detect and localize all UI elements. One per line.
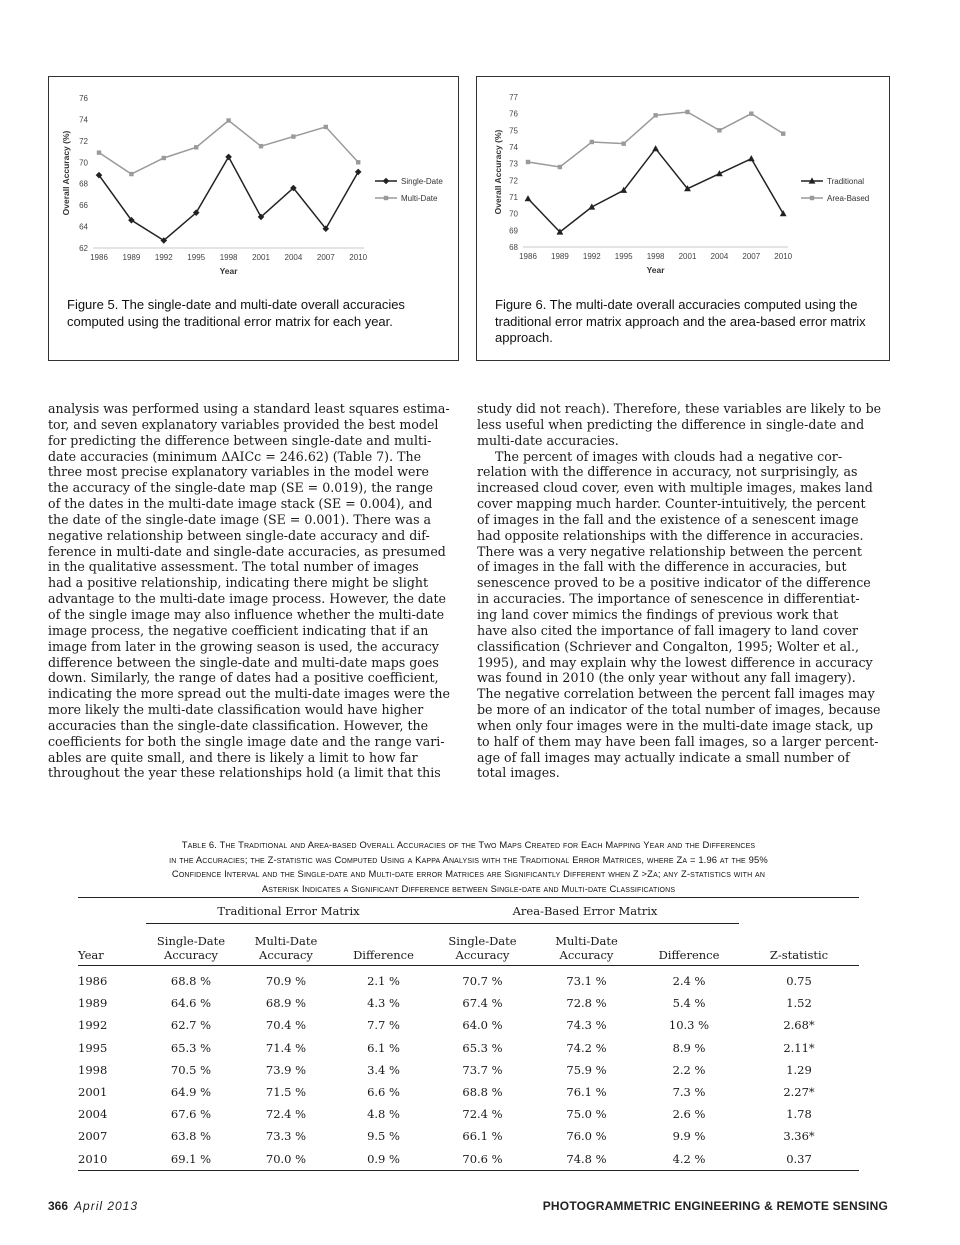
y-tick-label: 68: [509, 243, 518, 252]
body-line: The negative correlation between the percent fall images may: [477, 686, 875, 702]
x-tick-label: 2001: [678, 252, 697, 261]
table-cell: 70.4 %: [265, 1018, 307, 1033]
y-tick-label: 76: [509, 109, 518, 119]
body-line: three most precise explanatory variables in the model were: [48, 464, 429, 480]
body-line: age of fall images may actually indicate a small number of: [477, 749, 850, 765]
col-header-area-multi: [534, 924, 639, 966]
y-tick-label: 64: [79, 222, 88, 232]
body-line: The percent of images with clouds had a negative cor-: [495, 448, 843, 464]
table-cell: 8.9 %: [672, 1040, 706, 1055]
legend-label: Traditional: [827, 177, 865, 186]
data-point: [355, 169, 362, 176]
table-cell: 2.68*: [783, 1018, 815, 1033]
body-line: to half of them may have been fall images, so a larger percent-: [477, 733, 879, 749]
table-cell: 63.8 %: [170, 1129, 212, 1144]
table-cell: 64.6 %: [170, 996, 212, 1011]
table-cell: 70.9 %: [265, 974, 307, 989]
header-line: Single-Date: [448, 934, 517, 948]
y-tick-label: 77: [509, 93, 518, 102]
table-cell: 4.3 %: [367, 996, 400, 1011]
body-line: negative relationship between single-date accuracy and dif-: [48, 527, 430, 543]
table-cell: 2.6 %: [672, 1107, 706, 1122]
x-tick-label: 1998: [646, 252, 665, 261]
header-line: Accuracy: [559, 948, 614, 962]
y-tick-label: 68: [79, 179, 88, 189]
body-line: when only four images were in the multi-date image stack, up: [477, 717, 874, 733]
table-cell: 65.3 %: [170, 1040, 212, 1055]
body-line: more likely the multi-date classification would have higher: [48, 702, 424, 718]
legend-label: Single-Date: [401, 177, 443, 186]
table-cell: 1989: [78, 996, 108, 1011]
table-row: [78, 1059, 859, 1081]
table-cell: 70.0 %: [265, 1151, 307, 1166]
body-line: the accuracy of the single-date map (SE = 0.019), the range: [48, 480, 433, 496]
data-point: [810, 196, 814, 200]
y-axis-title: Overall Accuracy (%): [493, 129, 503, 215]
body-line: for predicting the difference between single-date and multi-: [48, 432, 432, 448]
table-cell: 68.8 %: [462, 1085, 503, 1100]
table-body: [78, 966, 859, 1171]
figure-6-chart: [477, 77, 889, 292]
col-header-trad-diff: Difference: [353, 948, 414, 962]
table-cell: 70.7 %: [462, 974, 503, 989]
header-line: Multi-Date: [555, 934, 618, 948]
data-point: [162, 156, 166, 160]
table-cell: 74.8 %: [566, 1151, 607, 1166]
table-cell: 2001: [78, 1085, 108, 1100]
table-cell: 62.7 %: [170, 1018, 212, 1033]
table-cell: 76.1 %: [566, 1085, 607, 1100]
body-line: had a positive relationship, indicating there might be slight: [48, 575, 429, 591]
data-point: [384, 196, 388, 200]
page-footer-left: [48, 1199, 138, 1213]
table-row: [78, 1014, 859, 1036]
body-line: of the dates in the multi-date image stack (SE = 0.004), and: [48, 496, 433, 512]
table-cell: 68.8 %: [170, 974, 212, 989]
table-cell: 2.2 %: [672, 1062, 706, 1077]
table-cell: 7.3 %: [672, 1085, 706, 1100]
body-line: down. Similarly, the range of dates had a positive coefficient,: [48, 670, 439, 686]
table-cell: 74.2 %: [566, 1040, 607, 1055]
series-line: [528, 112, 783, 167]
table-cell: 5.4 %: [672, 996, 706, 1011]
body-paragraph: [48, 401, 456, 781]
body-paragraph: [477, 449, 888, 782]
table-caption-line: Table 6. The Traditional and Area-based Overall Accuracies of the Two Maps Created for Each Mapping Year and the Differences: [181, 839, 756, 850]
legend-label: Area-Based: [827, 194, 870, 203]
table-row: [78, 966, 859, 993]
data-point: [129, 172, 133, 176]
body-line: study did not reach). Therefore, these variables are likely to be: [477, 401, 882, 416]
table-cell: 68.9 %: [265, 996, 307, 1011]
body-line: ing land cover mimics the findings of previous work that: [477, 606, 839, 622]
table-cell: 3.36*: [783, 1129, 815, 1144]
table-cell: 1998: [78, 1062, 108, 1077]
body-line: multi-date accuracies.: [477, 432, 619, 448]
x-tick-label: 1992: [154, 253, 173, 262]
data-point: [291, 134, 295, 138]
table-row: [78, 1125, 859, 1147]
table-cell: 64.0 %: [462, 1018, 503, 1033]
header-line: Accuracy: [259, 948, 313, 962]
table-6-caption: [78, 838, 859, 896]
table-cell: 69.1 %: [170, 1151, 212, 1166]
body-line: ference in multi-date and single-date accuracies, as presumed: [48, 543, 446, 559]
table-cell: 6.6 %: [367, 1085, 400, 1100]
table-cell: 66.1 %: [462, 1129, 503, 1144]
table-cell: 9.5 %: [367, 1129, 400, 1144]
body-line: in accuracies. The importance of senescence in differentiat-: [477, 591, 860, 607]
body-line: have also cited the importance of fall imagery to land cover: [477, 622, 859, 638]
col-header-trad-multi: [236, 924, 336, 966]
data-point: [622, 141, 626, 145]
table-row: [78, 1037, 859, 1059]
x-axis-title: Year: [646, 265, 665, 275]
table-cell: 70.6 %: [462, 1151, 503, 1166]
table-caption-line: Asterisk Indicates a Significant Difference between Single-date and Multi-date Classifications: [261, 882, 676, 894]
x-tick-label: 1995: [187, 253, 206, 262]
y-tick-label: 73: [509, 159, 518, 169]
x-tick-label: 1992: [582, 252, 601, 261]
data-point: [526, 160, 530, 164]
group-header-area-based: Area-Based Error Matrix: [431, 898, 739, 924]
y-tick-label: 62: [79, 244, 88, 253]
table-cell: 2007: [78, 1129, 108, 1144]
body-column-right: [477, 401, 888, 781]
data-point: [383, 178, 390, 185]
x-tick-label: 1998: [219, 253, 238, 262]
table-cell: 0.75: [786, 974, 812, 989]
page-number: 366: [48, 1199, 69, 1213]
body-line: increased cloud cover, even with multiple images, makes land: [477, 480, 873, 496]
data-point: [685, 110, 689, 114]
data-point: [748, 155, 755, 161]
table-row: [78, 1103, 859, 1125]
data-point: [558, 165, 562, 169]
table-cell: 2.27*: [783, 1085, 815, 1100]
body-line: accuracies than the single-date classification. However, the: [48, 717, 429, 733]
table-cell: 71.5 %: [265, 1085, 307, 1100]
body-line: difference between the single-date and multi-date maps goes: [48, 654, 439, 670]
body-line: cover mapping much harder. Counter-intuitively, the percent: [477, 496, 866, 512]
table-cell: 9.9 %: [672, 1129, 706, 1144]
body-line: senescence proved to be a positive indicator of the difference: [477, 575, 871, 591]
table-cell: 72.8 %: [566, 996, 607, 1011]
x-tick-label: 2004: [284, 253, 303, 262]
body-line: had opposite relationships with the difference in accuracies.: [477, 527, 864, 543]
body-line: of the single image may also influence whether the multi-date: [48, 606, 445, 622]
header-line: Accuracy: [455, 948, 510, 962]
body-line: of images in the fall with the difference in accuracies, but: [477, 559, 847, 575]
issue-date: April 2013: [74, 1199, 139, 1213]
table-row: [78, 1081, 859, 1103]
x-tick-label: 1986: [519, 252, 537, 261]
series-line: [99, 121, 358, 175]
y-axis-title: Overall Accuracy (%): [61, 130, 71, 216]
table-cell: 1992: [78, 1018, 108, 1033]
table-cell: 4.2 %: [672, 1151, 706, 1166]
col-header-area-single: [431, 924, 534, 966]
body-line: 1995), and may explain why the lowest difference in accuracy: [477, 654, 873, 670]
table-cell: 2.11*: [783, 1040, 815, 1055]
y-tick-label: 70: [79, 158, 88, 168]
body-line: indicating the more spread out the multi-date images were the: [48, 686, 450, 702]
table-cell: 72.4 %: [265, 1107, 307, 1122]
table-cell: 67.4 %: [462, 996, 503, 1011]
table-6: [78, 897, 859, 1171]
x-tick-label: 1989: [122, 253, 141, 262]
body-line: image from later in the growing season is used, the accuracy: [48, 638, 439, 654]
table-caption-line: in the Accuracies; the Z-statistic was Computed Using a Kappa Analysis with the Traditional Error Matrices, where Zα = 1.96 at the 95%: [169, 853, 768, 865]
table-cell: 73.3 %: [265, 1129, 307, 1144]
body-line: classification (Schriever and Congalton, 1995; Wolter et al.,: [477, 638, 860, 654]
y-tick-label: 74: [509, 143, 518, 152]
body-line: relation with the difference in accuracy, not surprisingly, as: [477, 464, 858, 480]
table-cell: 10.3 %: [668, 1018, 710, 1033]
body-paragraph: [477, 401, 888, 449]
header-line: Multi-Date: [254, 934, 318, 948]
table-cell: 0.9 %: [367, 1151, 400, 1166]
y-tick-label: 70: [509, 209, 518, 219]
header-line: Single-Date: [156, 934, 226, 948]
table-cell: 2004: [78, 1107, 108, 1122]
y-tick-label: 66: [79, 201, 88, 211]
data-point: [97, 150, 101, 154]
table-row: [78, 992, 859, 1014]
table-cell: 72.4 %: [462, 1107, 503, 1122]
x-tick-label: 1989: [551, 252, 569, 261]
body-line: analysis was performed using a standard least squares estima-: [48, 401, 450, 416]
table-cell: 2.1 %: [367, 974, 400, 989]
body-line: of images in the fall and the existence of a senescent image: [477, 511, 859, 527]
header-line: Accuracy: [164, 948, 218, 962]
x-tick-label: 2010: [349, 253, 368, 262]
body-line: throughout the year these relationships hold (a limit that this: [48, 765, 441, 781]
x-tick-label: 2007: [316, 253, 335, 262]
col-header-z: Z-statistic: [769, 948, 829, 962]
body-line: advantage to the multi-date image process. However, the date: [48, 591, 446, 607]
data-point: [226, 118, 230, 122]
journal-name: PHOTOGRAMMETRIC ENGINEERING & REMOTE SENSING: [542, 1199, 888, 1213]
x-tick-label: 2007: [742, 252, 761, 261]
table-caption-line: Confidence Interval and the Single-date and Multi-date error Matrices are Significantly Different when Z >Zα; any Z-statistics with an: [171, 868, 766, 879]
series-line: [99, 157, 358, 241]
table-cell: 76.0 %: [566, 1129, 607, 1144]
x-tick-label: 2004: [710, 252, 729, 261]
table-cell: 2010: [78, 1151, 108, 1166]
table-cell: 75.0 %: [566, 1107, 607, 1122]
body-line: tor, and seven explanatory variables provided the best model: [48, 416, 439, 432]
data-point: [653, 113, 657, 117]
data-point: [525, 195, 532, 201]
table-cell: 74.3 %: [566, 1018, 607, 1033]
legend-label: Multi-Date: [401, 194, 438, 203]
body-column-left: [48, 401, 456, 781]
data-point: [652, 145, 659, 151]
data-point: [356, 160, 360, 164]
data-point: [194, 145, 198, 149]
table-cell: 3.4 %: [367, 1062, 400, 1077]
col-header-trad-single: [146, 924, 236, 966]
figure-6-caption: Figure 6. The multi-date overall accuracies computed using the traditional error matrix approach and the area-based error matrix approach.: [495, 297, 866, 345]
table-row: [78, 1148, 859, 1171]
table-cell: 71.4 %: [265, 1040, 307, 1055]
body-line: total images.: [477, 765, 560, 781]
table-cell: 75.9 %: [566, 1062, 607, 1077]
col-header-year: Year: [78, 948, 104, 962]
table-cell: 64.9 %: [170, 1085, 212, 1100]
table-cell: 73.1 %: [566, 974, 607, 989]
y-tick-label: 71: [509, 193, 518, 202]
table-cell: 67.6 %: [170, 1107, 212, 1122]
body-line: less useful when predicting the difference in single-date and: [477, 416, 865, 432]
table-cell: 65.3 %: [462, 1040, 503, 1055]
x-tick-label: 2010: [774, 252, 793, 261]
body-line: was found in 2010 (the only year without any fall imagery).: [477, 670, 856, 686]
body-line: in the qualitative assessment. The total number of images: [48, 559, 419, 575]
table-cell: 2.4 %: [672, 974, 706, 989]
y-tick-label: 72: [509, 176, 518, 186]
body-line: image process, the negative coefficient indicating that if an: [48, 622, 429, 638]
table-cell: 1.29: [786, 1062, 812, 1077]
data-point: [324, 125, 328, 129]
table-cell: 7.7 %: [367, 1018, 400, 1033]
table-cell: 1986: [78, 974, 108, 989]
table-cell: 1.78: [786, 1107, 812, 1122]
x-tick-label: 1995: [614, 252, 633, 261]
y-tick-label: 72: [79, 136, 88, 146]
group-header-traditional: Traditional Error Matrix: [146, 898, 431, 924]
body-line: date accuracies (minimum ΔAICc = 246.62) (Table 7). The: [48, 448, 422, 464]
col-header-area-diff: Difference: [658, 948, 720, 962]
body-line: the date of the single-date image (SE = 0.001). There was a: [48, 511, 432, 527]
body-line: be more of an indicator of the total number of images, because: [477, 702, 881, 718]
data-point: [225, 154, 232, 161]
table-cell: 4.8 %: [367, 1107, 400, 1122]
data-point: [590, 140, 594, 144]
x-tick-label: 1986: [90, 253, 108, 262]
figure-6: [476, 76, 890, 361]
data-point: [749, 111, 753, 115]
table-cell: 1.52: [786, 996, 812, 1011]
table-cell: 1995: [78, 1040, 108, 1055]
y-tick-label: 74: [79, 115, 88, 125]
body-line: coefficients for both the single image date and the range vari-: [48, 733, 445, 749]
y-tick-label: 69: [509, 226, 518, 236]
figure-5-caption: Figure 5. The single-date and multi-date overall accuracies computed using the traditional error matrix for each year.: [67, 297, 405, 329]
figure-5: [48, 76, 459, 361]
x-tick-label: 2001: [252, 253, 270, 262]
x-axis-title: Year: [219, 266, 238, 276]
data-point: [259, 144, 263, 148]
body-line: There was a very negative relationship between the percent: [477, 543, 862, 559]
figure-5-chart: [49, 77, 458, 292]
table-cell: 0.37: [786, 1151, 812, 1166]
table-cell: 6.1 %: [367, 1040, 400, 1055]
y-tick-label: 76: [79, 94, 88, 103]
data-point: [717, 128, 721, 132]
y-tick-label: 75: [509, 126, 518, 136]
data-point: [781, 131, 785, 135]
body-line: ables are quite small, and there is likely a limit to how far: [48, 749, 418, 765]
table-cell: 73.9 %: [265, 1062, 307, 1077]
table-cell: 70.5 %: [170, 1062, 212, 1077]
table-cell: 73.7 %: [462, 1062, 503, 1077]
